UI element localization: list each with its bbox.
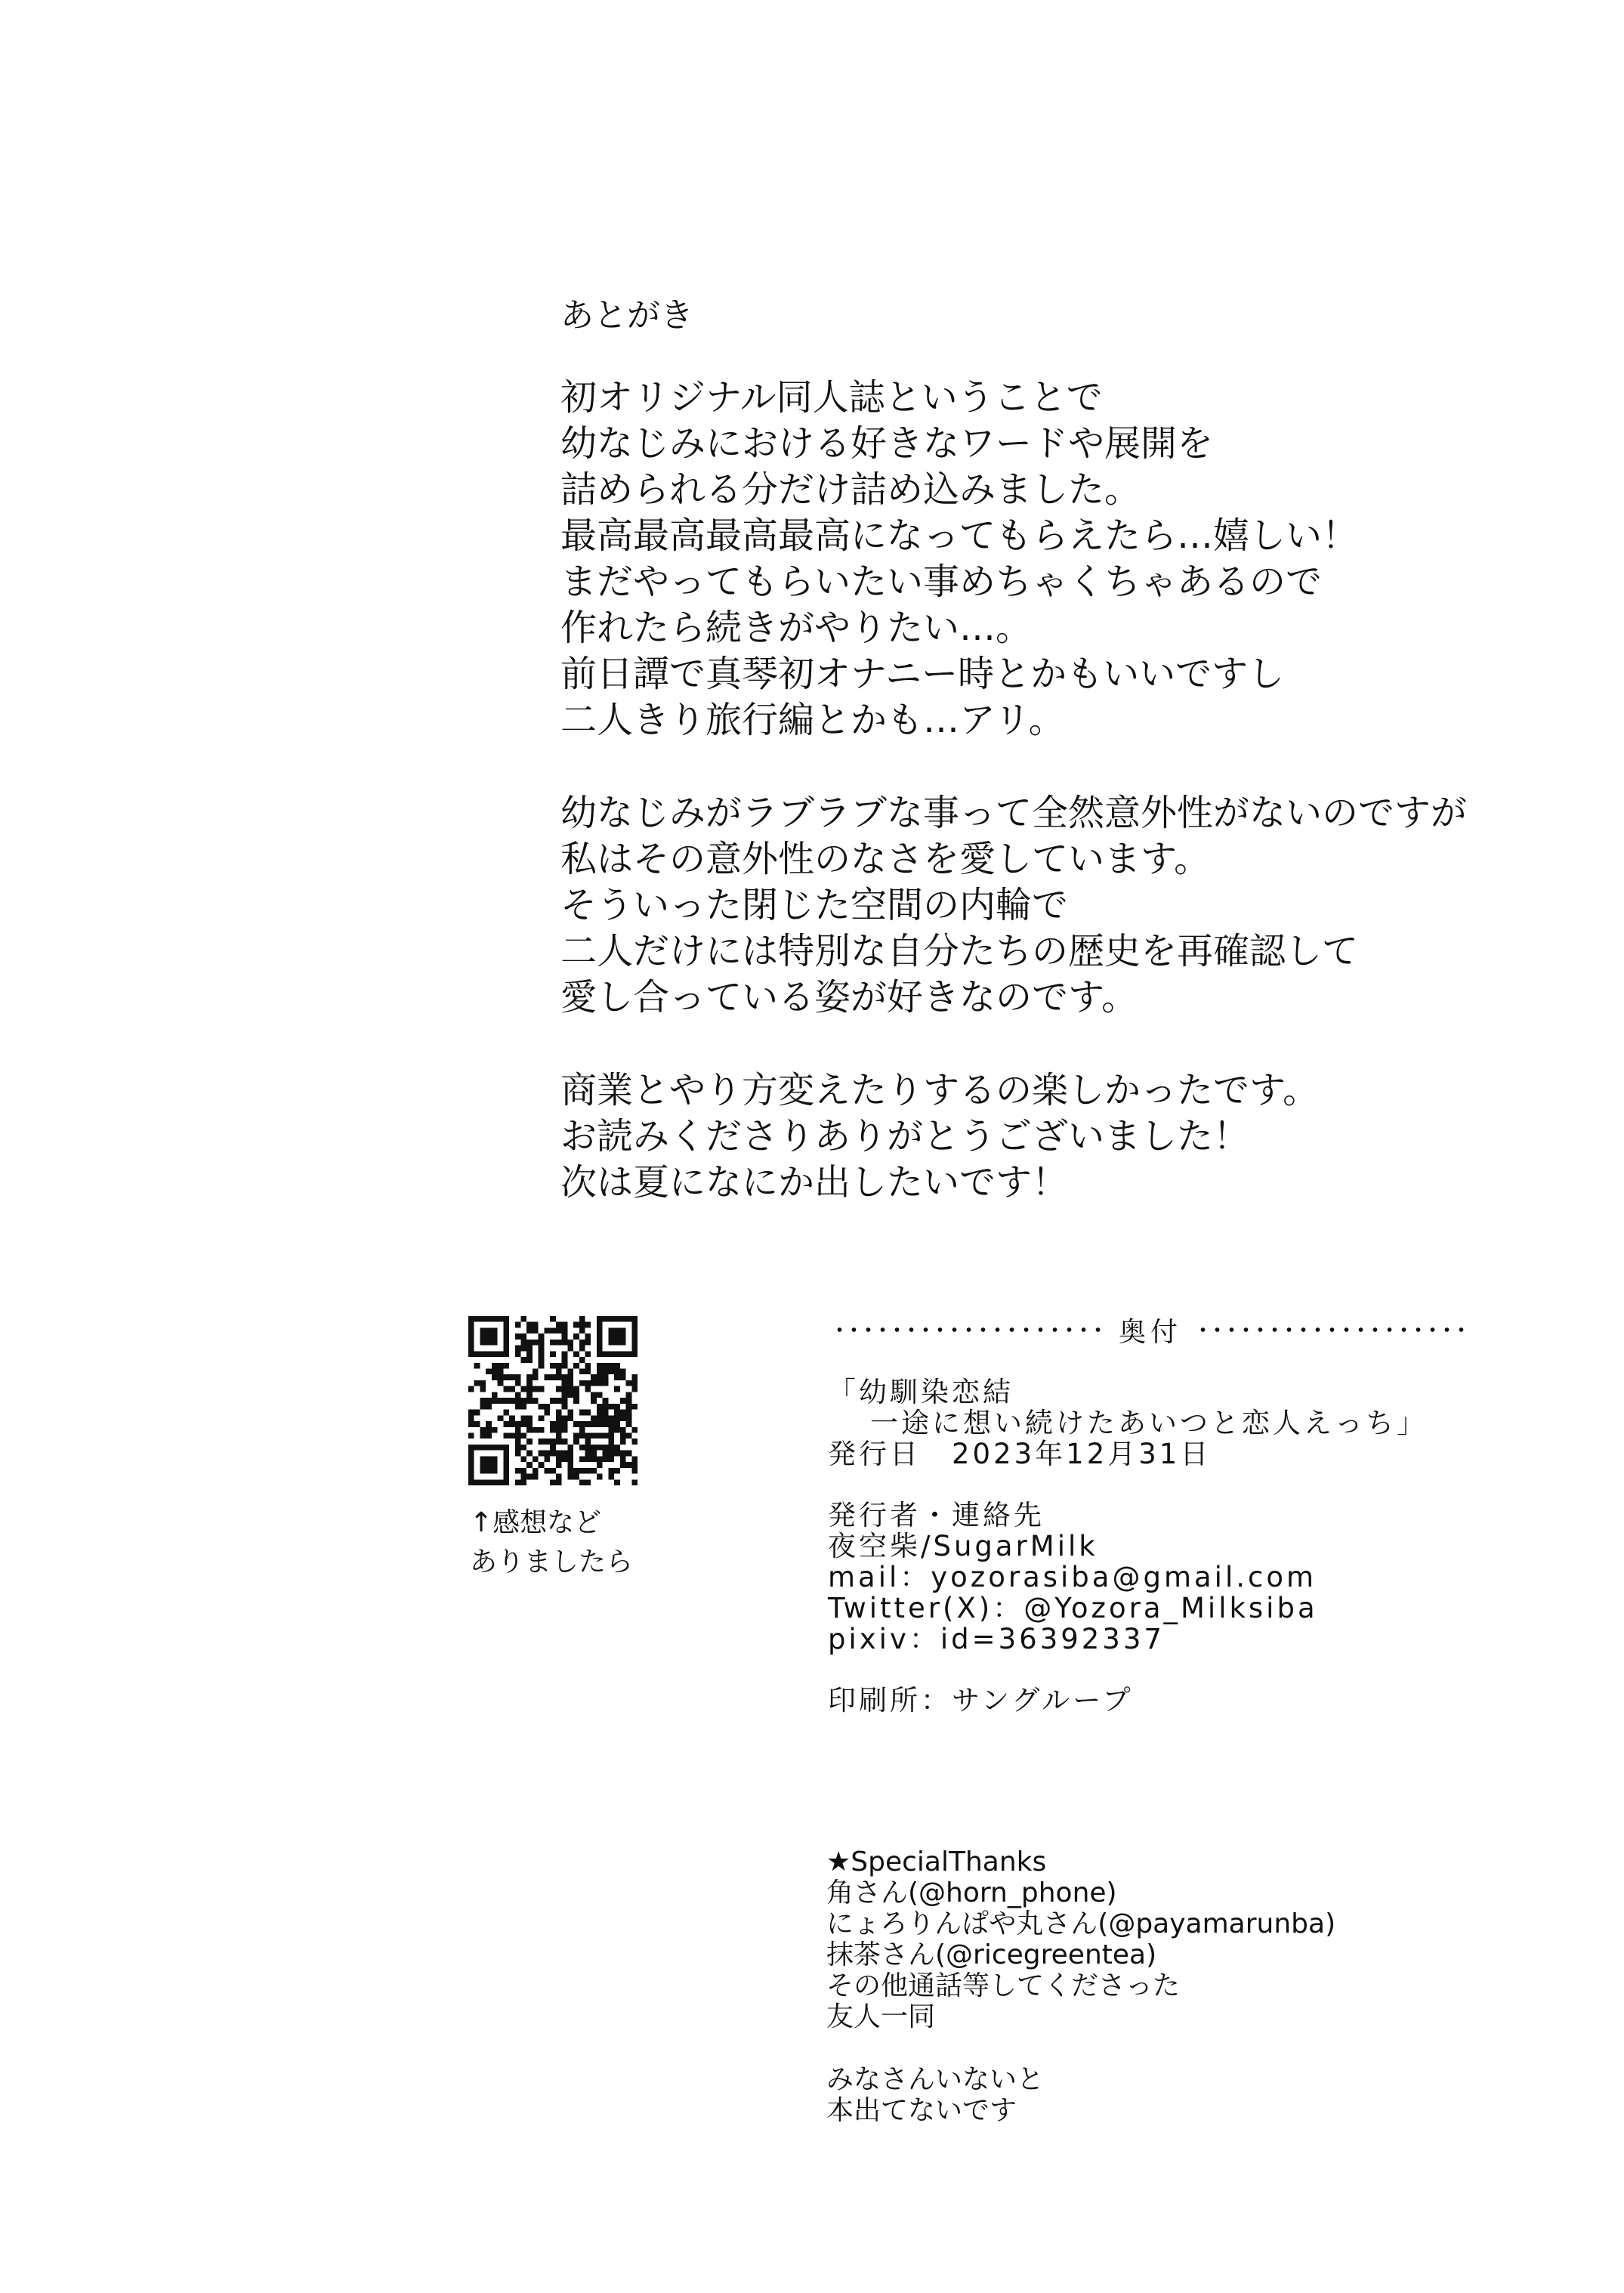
afterword-line: 詰められる分だけ詰め込みました。 — [560, 468, 1141, 511]
qr-caption-line: ありましたら — [470, 1547, 634, 1578]
afterword-line: そういった閉じた空間の内輪で — [560, 884, 1069, 926]
thanks-item: その他通話等してくださった — [826, 1970, 1181, 2001]
afterword-line: 最高最高最高最高になってもらえたら…嬉しい！ — [560, 515, 1359, 557]
publisher-name: 夜空柴/SugarMilk — [828, 1530, 1098, 1562]
qr-caption-line: ↑感想など — [470, 1507, 602, 1538]
qr-code[interactable] — [468, 1316, 638, 1485]
afterword-line: お読みくださりありがとうございました！ — [560, 1115, 1250, 1157]
colophon — [828, 1377, 1428, 1716]
thanks-item: 抹茶さん(@ricegreentea) — [826, 1939, 1157, 1970]
qr-caption — [470, 1503, 633, 1582]
afterword-paragraph — [560, 790, 1558, 1021]
colophon-divider — [829, 1307, 1471, 1352]
afterword-line: 前日譚で真琴初オナニー時とかもいいですし — [560, 653, 1285, 695]
contact-mail: mail：yozorasiba@gmail.com — [828, 1561, 1317, 1593]
paragraph-gap — [560, 1021, 1558, 1068]
afterword-line: 私はその意外性のなさを愛しています。 — [560, 838, 1211, 880]
afterword-line: 作れたら続きがやりたい…。 — [560, 607, 1033, 649]
thanks-item: 角さん(@horn_phone) — [826, 1877, 1117, 1908]
afterword-line: 幼なじみがラブラブな事って全然意外性がないのですが — [560, 792, 1468, 834]
afterword-line: 二人だけには特別な自分たちの歴史を再確認して — [560, 930, 1359, 972]
paragraph-gap — [560, 743, 1558, 790]
dotted-rule — [829, 1327, 1108, 1332]
thanks-closing-line: みなさんいないと — [826, 2064, 1045, 2095]
thanks-item: にょろりんぱや丸さん(@payamarunba) — [826, 1908, 1336, 1939]
special-thanks — [826, 1846, 1335, 2126]
afterword-line: 次は夏になにか出したいです！ — [560, 1161, 1069, 1204]
afterword-line: 商業とやり方変えたりするの楽しかったです。 — [560, 1069, 1320, 1111]
contact-twitter: Twitter(X)：@Yozora_Milksiba — [828, 1592, 1318, 1624]
afterword-line: 初オリジナル同人誌ということで — [560, 376, 1103, 419]
printer: 印刷所：サングループ — [828, 1684, 1134, 1717]
afterword-line: 幼なじみにおける好きなワードや展開を — [560, 422, 1214, 465]
afterword-line: 二人きり旅行編とかも…アリ。 — [560, 699, 1065, 741]
book-title-line: 「幼馴染恋結 — [828, 1376, 1014, 1408]
afterword-body — [560, 375, 1558, 1206]
dotted-rule — [1193, 1327, 1471, 1332]
afterword-line: 愛し合っている姿が好きなのです。 — [560, 976, 1138, 1018]
afterword-line: まだやってもらいたい事めちゃくちゃあるので — [560, 561, 1323, 603]
publisher-heading: 発行者・連絡先 — [828, 1499, 1045, 1531]
afterword-paragraph — [560, 375, 1558, 743]
colophon-label: 奥付 — [1119, 1316, 1183, 1348]
afterword-heading: あとがき — [560, 296, 693, 335]
thanks-item: 友人一同 — [826, 2001, 936, 2032]
special-thanks-heading: ★SpecialThanks — [826, 1846, 1047, 1877]
publish-date: 発行日 2023年12月31日 — [828, 1438, 1212, 1470]
afterword-paragraph — [560, 1068, 1558, 1206]
contact-pixiv: pixiv：id=36392337 — [828, 1623, 1165, 1655]
thanks-closing-line: 本出てないです — [826, 2095, 1017, 2126]
book-subtitle-line: 一途に想い続けたあいつと恋人えっち」 — [870, 1407, 1428, 1439]
